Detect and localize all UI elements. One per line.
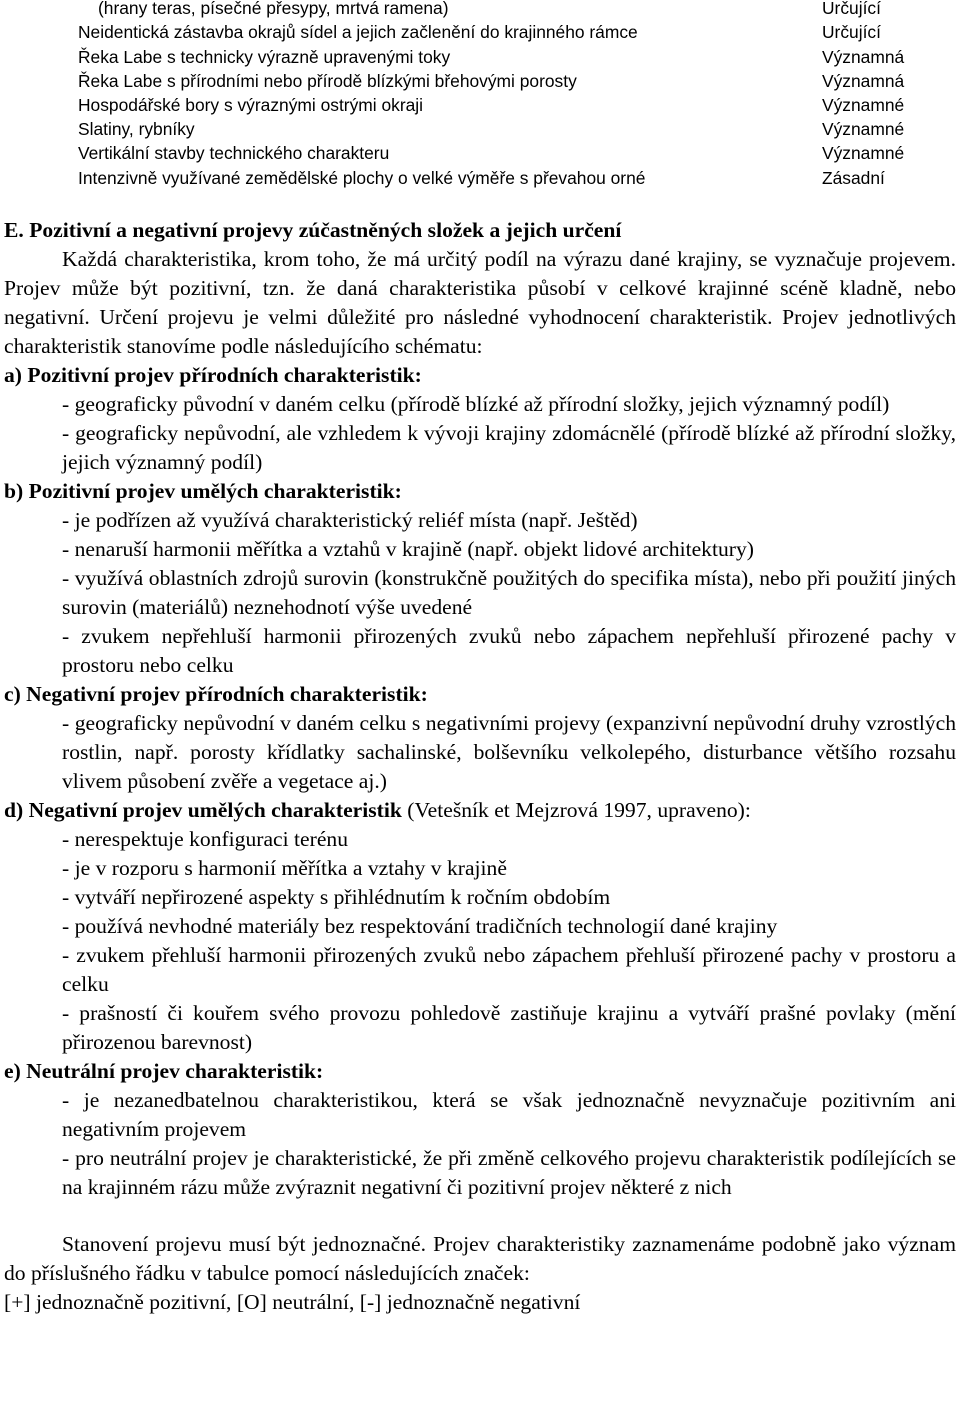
closing-paragraph: Stanovení projevu musí být jednoznačné. Projev charakteristiky zaznamenáme podobně jako význam do příslušného řádku v tabulce pomocí následujících značek: <box>4 1232 956 1285</box>
row-item: Řeka Labe s přírodními nebo přírodě blízkými břehovými porosty <box>78 71 577 91</box>
group-heading <box>4 361 956 390</box>
row-item: Řeka Labe s technicky výrazně upravenými toky <box>78 47 451 67</box>
list-item: - je nezanedbatelnou charakteristikou, která se však jednoznačně nevyznačuje pozitivním ani negativním projevem <box>62 1088 956 1141</box>
group-heading-bold: d) Negativní projev umělých charakteristik <box>4 798 402 822</box>
table-row <box>0 0 960 20</box>
row-value: Určující <box>822 22 881 42</box>
list-item: - vytváří nepřirozené aspekty s přihlédnutím k ročním obdobím <box>62 885 611 909</box>
row-value: Zásadní <box>822 168 885 188</box>
group-heading <box>4 477 956 506</box>
list-item: - zvukem přehluší harmonii přirozených zvuků nebo zápachem přehluší přirozené pachy v prostoru a celku <box>62 943 956 996</box>
table-row <box>0 69 960 93</box>
table-row <box>0 20 960 44</box>
row-value: Významné <box>822 95 905 115</box>
group-heading <box>4 680 956 709</box>
row-item: Slatiny, rybníky <box>78 119 195 139</box>
list-item: - prašností či kouřem svého provozu pohledově zastiňuje krajinu a vytváří prašné povlaky (mění přirozenou barevnost) <box>62 1001 956 1054</box>
list-item: - používá nevhodné materiály bez respektování tradičních technologií dané krajiny <box>62 914 778 938</box>
row-item: (hrany teras, písečné přesypy, mrtvá ramena) <box>98 0 449 18</box>
group-a <box>4 361 956 477</box>
table-row <box>0 45 960 69</box>
group-heading <box>4 796 956 825</box>
row-item: Neidentická zástavba okrajů sídel a jejich začlenění do krajinného rámce <box>78 22 638 42</box>
group-heading-bold: b) Pozitivní projev umělých charakteristik: <box>4 479 402 503</box>
spacer <box>4 1202 956 1230</box>
row-item: Vertikální stavby technického charakteru <box>78 143 390 163</box>
row-value: Významné <box>822 119 905 139</box>
group-heading-bold: c) Negativní projev přírodních charakteristik: <box>4 682 428 706</box>
list-item: - pro neutrální projev je charakteristické, že při změně celkového projevu charakteristik podílejících se na krajinném rázu může zvýraznit negativní či pozitivní projev některé z nich <box>62 1146 956 1199</box>
row-item: Intenzivně využívané zemědělské plochy o velké výměře s převahou orné <box>78 168 646 188</box>
table-row <box>0 141 960 165</box>
list-item: - zvukem nepřehluší harmonii přirozených zvuků nebo zápachem nepřehluší přirozené pachy v prostoru nebo celku <box>62 624 956 677</box>
row-value: Významné <box>822 143 905 163</box>
group-heading <box>4 1057 956 1086</box>
group-heading-bold: e) Neutrální projev charakteristik: <box>4 1059 324 1083</box>
list-item: - využívá oblastních zdrojů surovin (konstrukčně použitých do specifika místa), nebo při použití jiných surovin (materiálů) neznehodnotí výše uvedené <box>62 566 956 619</box>
group-d <box>4 796 956 1057</box>
section-intro: Každá charakteristika, krom toho, že má určitý podíl na výrazu dané krajiny, se vyznačuje projevem. Projev může být pozitivní, tzn. že daná charakteristika působí v celkové krajinné scéně kladně, nebo negativní. Určení projevu je velmi důležité pro následné vyhodnocení charakteristik. Projev jednotlivých charakteristik stanovíme podle následujícího schématu: <box>4 247 956 358</box>
table-row <box>0 166 960 190</box>
list-item: - geograficky nepůvodní, ale vzhledem k vývoji krajiny zdomácnělé (přírodě blízké až přírodní složky, jejich významný podíl) <box>62 421 956 474</box>
list-item: - nenaruší harmonii měřítka a vztahů v krajině (např. objekt lidové architektury) <box>62 537 754 561</box>
row-value: Významná <box>822 47 905 67</box>
row-value: Významná <box>822 71 905 91</box>
group-c <box>4 680 956 796</box>
legend-line: [+] jednoznačně pozitivní, [O] neutrální, [-] jednoznačně negativní <box>4 1290 581 1314</box>
group-e <box>4 1057 956 1202</box>
list-item: - geograficky původní v daném celku (přírodě blízké až přírodní složky, jejich významný podíl) <box>62 392 890 416</box>
group-heading-bold: a) Pozitivní projev přírodních charakteristik: <box>4 363 422 387</box>
list-item: - nerespektuje konfiguraci terénu <box>62 827 348 851</box>
list-item: - je podřízen až využívá charakteristický reliéf místa (např. Ještěd) <box>62 508 638 532</box>
group-b <box>4 477 956 680</box>
document-body <box>4 216 956 1317</box>
table-row <box>0 117 960 141</box>
section-heading: E. Pozitivní a negativní projevy zúčastněných složek a jejich určení <box>4 218 622 242</box>
list-item: - je v rozporu s harmonií měřítka a vztahy v krajině <box>62 856 507 880</box>
row-item: Hospodářské bory s výraznými ostrými okraji <box>78 95 424 115</box>
row-value: Určující <box>822 0 881 18</box>
list-item: - geograficky nepůvodní v daném celku s negativními projevy (expanzivní nepůvodní druhy vzrostlých rostlin, např. porosty křídlatky sachalinské, bolševníku velkolepého, disturbance většího rozsahu vlivem působení zvěře a vegetace aj.) <box>62 711 956 793</box>
table-row <box>0 93 960 117</box>
group-heading-suffix: (Vetešník et Mejzrová 1997, upraveno): <box>401 798 751 822</box>
